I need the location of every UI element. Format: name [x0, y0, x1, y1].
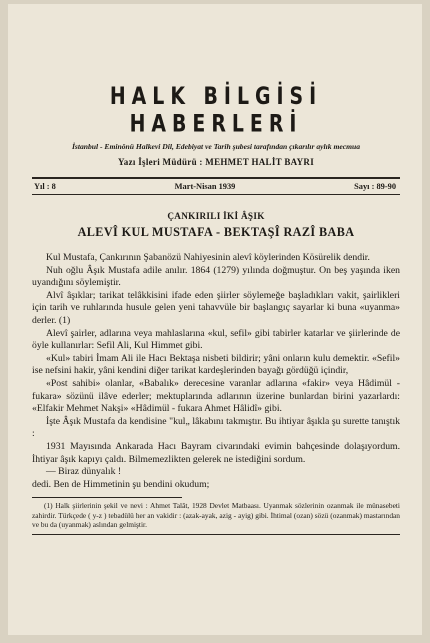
issue-number: Sayı : 89-90 [354, 182, 396, 191]
paragraph: Alevî şairler, adlarına veya mahlaslarına «kul, sefil» gibi tabirler katarlar ve şiirlerinde de öyle kullanırlar: Sefil Ali, Kul Himmet gibi. [32, 327, 400, 352]
article-title: ALEVÎ KUL MUSTAFA - BEKTAŞÎ RAZÎ BABA [77, 225, 355, 239]
journal-page [8, 4, 422, 635]
paragraph: İşte Âşık Mustafa da kendisine "kul„ lâkabını takmıştır. Bu ihtiyar âşıkla şu surette tanıştık : [32, 415, 400, 440]
issue-year: Yıl : 8 [34, 182, 56, 191]
paragraph: Nuh oğlu Âşık Mustafa adile anılır. 1864 (1279) yılında doğmuştur. On beş yaşında iken uyandığını söylemiştir. [32, 264, 400, 289]
paragraph: 1931 Mayısında Ankarada Hacı Bayram civarındaki evimin bahçesinde dolaşıyordum. İhtiyar âşık kapıyı çaldı. Bilmemezlikten gelerek ne istediğini sordum. [32, 440, 400, 465]
paragraph: «Kul» tabiri İmam Ali ile Hacı Bektaşa nisbeti bildirir; yâni onların kulu demektir. «Sefil» ise nefsini hakir, yâni kendini diğer tarikat kardeşlerinden bayağı gördüğü içindir, [32, 352, 400, 377]
footnote-rule [32, 497, 182, 498]
issue-rule [32, 194, 400, 195]
article-body [32, 252, 400, 491]
footnote: (1) Halk şiirlerinin şekil ve nevi : Ahmet Talât, 1928 Devlet Matbaası. Uyanmak sözlerinin ozanmak ile münasebeti zahirdir. Türkçede ( y-z ) tebadülü her an vakidir : (azak-ayak, azig - ayig) gibi. İhtimal (ozan) sözü (ozanmak) mastarından ve bu da (uyanmak) aslından gelmiştir. [32, 501, 400, 530]
paragraph: — Biraz dünyalık ! [46, 466, 122, 478]
masthead-title: HALK BİLGİSİ HABERLERİ [109, 82, 323, 138]
page-bottom-rule [32, 534, 400, 535]
issue-info [32, 179, 400, 194]
paragraph: Kul Mustafa, Çankırının Şabanözü Nahiyesinin alevî köylerinden Kösürelik dendir. [46, 252, 370, 263]
closing-line: dedi. Ben de Himmetinin şu bendini okudum; [32, 478, 210, 490]
editor-line: Yazı İşleri Müdürü : MEHMET HALİT BAYRI [117, 157, 315, 167]
paragraph: Alvî âşıklar; tarikat telâkkisini ifade eden şiirler söylemeğe başladıkları vakit, şairlikleri için tarih ve ruhlarında husule gelen yeni tahavvüle bir başlangıç sayarlar ki buna «uyanma» derler. (1) [32, 289, 400, 326]
section-heading: ÇANKIRILI İKİ ÂŞIK [167, 211, 265, 221]
masthead-subtitle: İstanbul - Eminönü Halkevi Dil, Edebiyat ve Tarih şubesi tarafından çıkarılır aylık mecmua [71, 142, 361, 151]
issue-date: Mart-Nisan 1939 [174, 182, 236, 191]
paragraph: «Post sahibi» olanlar, «Babalık» derecesine varanlar adlarına «fakir» veya Hâdimül - fukara» sözünü ilâve ederler; mektuplarında adlarının üzerine bunlardan birini yazarlardı: «Elfakir Mehmet Nakşi» «Hâdimül - fukara Ahmet Hâlidî» gibi. [32, 377, 400, 415]
